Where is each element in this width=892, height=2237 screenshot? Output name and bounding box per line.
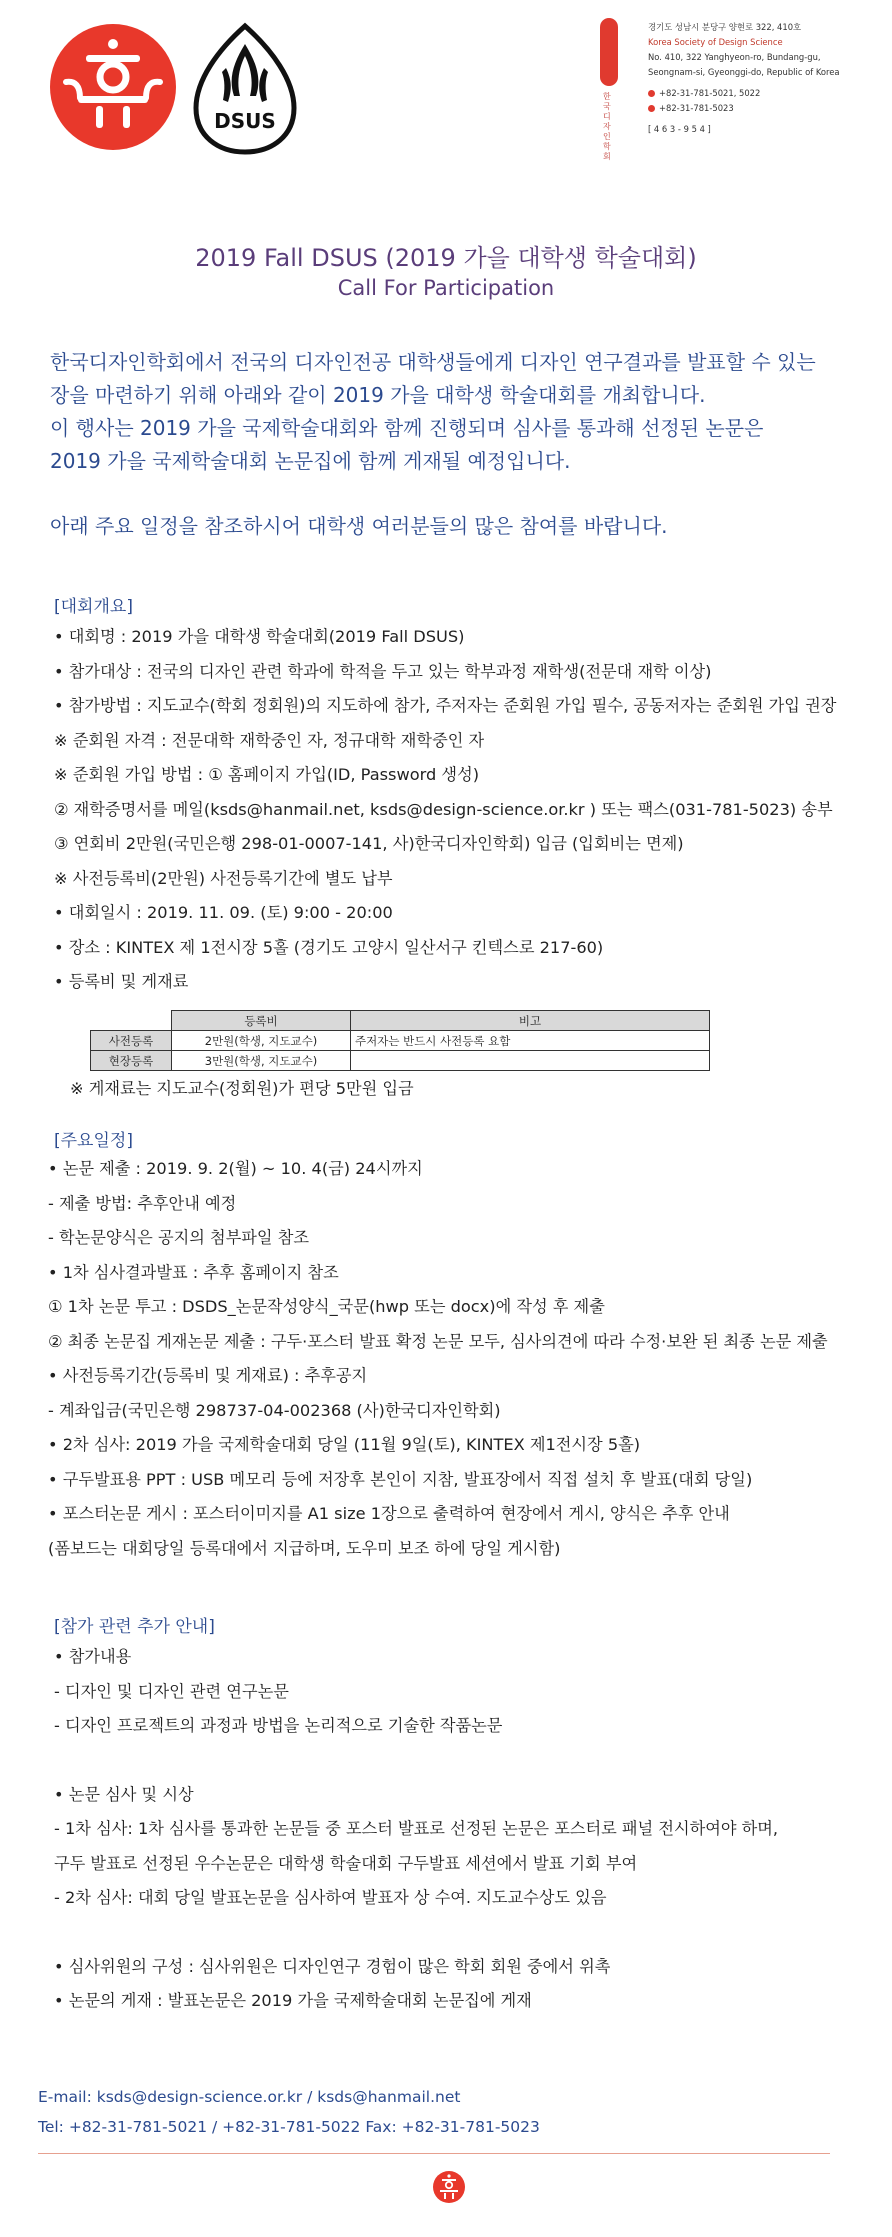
additional-item: • 논문의 게재 : 발표논문은 2019 가을 국제학술대회 논문집에 게재 (54, 1991, 532, 2010)
publication-fee-note: ※ 게재료는 지도교수(정회원)가 편당 5만원 입금 (70, 1079, 414, 1098)
tel-line: +82-31-781-5021, 5022 (648, 86, 840, 101)
overview-list (54, 620, 836, 1000)
schedule-item: • 1차 심사결과발표 : 추후 홈페이지 참조 (48, 1262, 339, 1282)
vertical-society-name: 한 국 디 자 인 학 회 (603, 92, 611, 161)
additional-item: - 1차 심사: 1차 심사를 통과한 논문들 중 포스터 발표로 선정된 논문은 포스터로 패널 전시하여야 하며, (54, 1819, 779, 1838)
overview-item: ※ 준회원 자격 : 전문대학 재학중인 자, 정규대학 재학중인 자 (54, 730, 485, 750)
note-pre: 주저자는 반드시 사전등록 요함 (351, 1031, 710, 1051)
phone-icon (648, 90, 655, 97)
address-block (648, 20, 840, 137)
schedule-item: • 구두발표용 PPT : USB 메모리 등에 저장후 본인이 지참, 발표장에서 직접 설치 후 발표(대회 당일) (48, 1469, 753, 1489)
additional-item: 구두 발표로 선정된 우수논문은 대학생 학술대회 구두발표 세션에서 발표 기회 부여 (54, 1853, 638, 1873)
intro-text (50, 346, 870, 543)
additional-item: • 논문 심사 및 시상 (54, 1784, 194, 1804)
note-header: 비고 (351, 1011, 710, 1031)
intro-line: 한국디자인학회에서 전국의 디자인전공 대학생들에게 디자인 연구결과를 발표할 수 있는 (50, 350, 816, 374)
overview-item: ② 재학증명서를 메일(ksds@hanmail.net, ksds@design-science.or.kr ) 또는 팩스(031-781-5023) 송부 (54, 799, 833, 819)
table-corner (91, 1011, 172, 1031)
page-title: 2019 Fall DSUS (2019 가을 대학생 학술대회) (195, 244, 697, 272)
ksds-logo-icon (48, 22, 178, 152)
intro-line: 2019 가을 국제학술대회 논문집에 함께 게재될 예정입니다. (50, 449, 571, 473)
schedule-item: ② 최종 논문집 게재논문 제출 : 구두·포스터 발표 확정 논문 모두, 심사의견에 따라 수정·보완 된 최종 논문 제출 (48, 1331, 828, 1351)
schedule-item: • 2차 심사: 2019 가을 국제학술대회 당일 (11월 9일(토), KINTEX 제1전시장 5홀) (48, 1435, 641, 1454)
schedule-item: • 논문 제출 : 2019. 9. 2(월) ~ 10. 4(금) 24시까지 (48, 1159, 423, 1178)
additional-item: • 참가내용 (54, 1647, 132, 1666)
address-line-2: Seongnam-si, Gyeonggi-do, Republic of Korea (648, 67, 840, 77)
address-line-1: No. 410, 322 Yanghyeon-ro, Bundang-gu, (648, 52, 821, 62)
fee-onsite: 3만원(학생, 지도교수) (172, 1051, 351, 1071)
overview-item: ※ 사전등록비(2만원) 사전등록기간에 별도 납부 (54, 868, 393, 888)
footer-divider (38, 2153, 830, 2154)
overview-item: ※ 준회원 가입 방법 : ① 홈페이지 가입(ID, Password 생성) (54, 765, 480, 784)
fee-table (90, 1010, 710, 1071)
overview-item: • 장소 : KINTEX 제 1전시장 5홀 (경기도 고양시 일산서구 킨텍스로 217-60) (54, 937, 604, 957)
intro-line: 이 행사는 2019 가을 국제학술대회와 함께 진행되며 심사를 통과해 선정된 논문은 (50, 416, 764, 440)
additional-list (54, 1640, 778, 2019)
schedule-item: - 제출 방법: 추후안내 예정 (48, 1193, 237, 1213)
section-heading-schedule: [주요일정] (54, 1131, 133, 1151)
intro-line: 장을 마련하기 위해 아래와 같이 2019 가을 대학생 학술대회를 개최합니다. (50, 383, 706, 407)
section-heading-additional: [참가 관련 추가 안내] (54, 1617, 215, 1637)
contact-block (38, 2082, 540, 2142)
address-korean: 경기도 성남시 분당구 양현로 322, 410호 (648, 22, 802, 32)
postal-code: [ 4 6 3 - 9 5 4 ] (648, 124, 711, 134)
header-accent-strip (600, 18, 618, 86)
additional-item: - 디자인 및 디자인 관련 연구논문 (54, 1681, 289, 1701)
intro-line: 아래 주요 일정을 참조하시어 대학생 여러분들의 많은 참여를 바랍니다. (50, 514, 668, 538)
footer-logo-icon (432, 2170, 466, 2204)
fee-pre: 2만원(학생, 지도교수) (172, 1031, 351, 1051)
row-label-onsite: 현장등록 (91, 1051, 172, 1071)
schedule-item: - 계좌입금(국민은행 298737-04-002368 (사)한국디자인학회) (48, 1400, 501, 1420)
overview-item: • 참가대상 : 전국의 디자인 관련 학과에 학적을 두고 있는 학부과정 재학생(전문대 재학 이상) (54, 661, 712, 681)
overview-item: • 대회명 : 2019 가을 대학생 학술대회(2019 Fall DSUS) (54, 627, 465, 646)
schedule-item: • 사전등록기간(등록비 및 게재료) : 추후공지 (48, 1366, 368, 1385)
additional-item: - 디자인 프로젝트의 과정과 방법을 논리적으로 기술한 작품논문 (54, 1716, 503, 1735)
page-subtitle: Call For Participation (337, 276, 555, 300)
overview-item: ③ 연회비 2만원(국민은행 298-01-0007-141, 사)한국디자인학회) 입금 (입회비는 면제) (54, 834, 684, 853)
fax-icon (648, 105, 655, 112)
schedule-item: • 포스터논문 게시 : 포스터이미지를 A1 size 1장으로 출력하여 현장에서 게시, 양식은 추후 안내 (48, 1504, 730, 1523)
schedule-item: (폼보드는 대회당일 등록대에서 지급하며, 도우미 보조 하에 당일 게시함) (48, 1538, 561, 1558)
overview-item: • 참가방법 : 지도교수(학회 정회원)의 지도하에 참가, 주저자는 준회원 가입 필수, 공동저자는 준회원 가입 권장 (54, 696, 837, 715)
dsus-logo-text: DSUS (214, 109, 276, 133)
dsus-logo-icon (190, 22, 300, 157)
schedule-item: - 학논문양식은 공지의 첨부파일 참조 (48, 1228, 309, 1247)
overview-item: • 대회일시 : 2019. 11. 09. (토) 9:00 - 20:00 (54, 903, 393, 922)
section-heading-overview: [대회개요] (54, 597, 133, 617)
fax-line: +82-31-781-5023 (648, 101, 840, 116)
row-label-pre: 사전등록 (91, 1031, 172, 1051)
overview-item: • 등록비 및 게재료 (54, 972, 189, 991)
contact-email: E-mail: ksds@design-science.or.kr / ksds@hanmail.net (38, 2088, 461, 2106)
note-onsite (351, 1051, 710, 1071)
schedule-list (48, 1152, 828, 1566)
fee-header: 등록비 (172, 1011, 351, 1031)
society-english-name: Korea Society of Design Science (648, 37, 783, 47)
additional-item: • 심사위원의 구성 : 심사위원은 디자인연구 경험이 많은 학회 회원 중에서 위촉 (54, 1956, 611, 1976)
additional-item: - 2차 심사: 대회 당일 발표논문을 심사하여 발표자 상 수여. 지도교수상도 있음 (54, 1888, 607, 1907)
contact-tel-fax: Tel: +82-31-781-5021 / +82-31-781-5022 Fax: +82-31-781-5023 (38, 2118, 540, 2136)
schedule-item: ① 1차 논문 투고 : DSDS_논문작성양식_국문(hwp 또는 docx)에 작성 후 제출 (48, 1297, 605, 1316)
